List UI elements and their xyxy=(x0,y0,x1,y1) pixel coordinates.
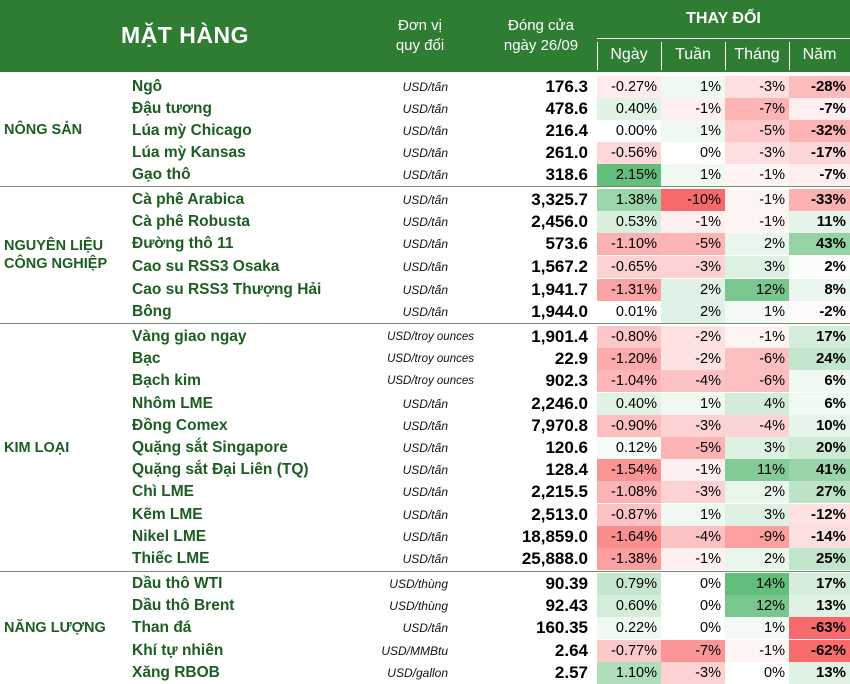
change-week: -3% xyxy=(661,662,725,684)
item-name: Lúa mỳ Chicago xyxy=(132,122,252,139)
table-row xyxy=(0,504,850,526)
change-day: -1.20% xyxy=(597,348,661,370)
item-name: Gạo thô xyxy=(132,166,191,183)
change-day: -1.08% xyxy=(597,481,661,503)
item-name: Dầu thô WTI xyxy=(132,575,223,592)
table-row xyxy=(0,348,850,370)
change-week: -10% xyxy=(661,189,725,211)
item-close: 573.6 xyxy=(545,234,588,253)
change-day: -0.87% xyxy=(597,504,661,526)
change-day: -1.54% xyxy=(597,459,661,481)
change-week: 0% xyxy=(661,595,725,617)
item-unit: USD/tấn xyxy=(402,419,448,433)
item-close: 318.6 xyxy=(545,165,588,184)
change-year: 43% xyxy=(789,233,850,255)
table-row xyxy=(0,662,850,684)
table-row xyxy=(0,481,850,503)
change-year: -7% xyxy=(789,98,850,120)
item-name: Quặng sắt Singapore xyxy=(132,439,288,456)
table-row xyxy=(0,415,850,437)
item-name: Nhôm LME xyxy=(132,395,213,412)
change-day: 1.10% xyxy=(597,662,661,684)
change-week: -2% xyxy=(661,326,725,348)
change-month: 2% xyxy=(725,233,789,255)
item-close: 92.43 xyxy=(545,596,588,615)
group-label-line1: NĂNG LƯỢNG xyxy=(4,620,106,636)
item-close: 261.0 xyxy=(545,143,588,162)
change-week: -4% xyxy=(661,370,725,392)
item-unit: USD/tấn xyxy=(402,260,448,274)
change-year: 11% xyxy=(789,211,850,233)
item-close: 2.57 xyxy=(554,663,588,682)
item-close: 216.4 xyxy=(545,121,588,140)
item-name: Kẽm LME xyxy=(132,506,203,523)
change-month: -1% xyxy=(725,326,789,348)
header-unit-line1: Đơn vị xyxy=(397,17,442,34)
change-year: 13% xyxy=(789,595,850,617)
header-close xyxy=(486,16,596,56)
item-name: Đồng Comex xyxy=(132,417,228,434)
item-unit: USD/MMBtu xyxy=(381,644,448,658)
change-day: 0.79% xyxy=(597,573,661,595)
item-name: Bạch kim xyxy=(132,372,201,389)
change-month: 1% xyxy=(725,301,789,323)
item-unit: USD/tấn xyxy=(402,305,448,319)
change-day: 0.40% xyxy=(597,98,661,120)
change-year: 8% xyxy=(789,279,850,301)
change-day: -0.80% xyxy=(597,326,661,348)
item-name: Than đá xyxy=(132,619,192,636)
change-day: -0.90% xyxy=(597,415,661,437)
group-separator xyxy=(0,323,850,324)
change-month: -4% xyxy=(725,415,789,437)
change-week: 2% xyxy=(661,279,725,301)
header-item: MẶT HÀNG xyxy=(121,22,249,48)
change-week: 2% xyxy=(661,301,725,323)
change-year: -7% xyxy=(789,164,850,186)
item-name: Khí tự nhiên xyxy=(132,642,224,659)
change-day: -0.27% xyxy=(597,76,661,98)
change-month: 2% xyxy=(725,548,789,570)
change-month: 4% xyxy=(725,393,789,415)
change-month: 3% xyxy=(725,256,789,278)
item-unit: USD/tấn xyxy=(402,552,448,566)
table-row xyxy=(0,393,850,415)
item-close: 1,901.4 xyxy=(531,327,588,346)
change-year: 2% xyxy=(789,256,850,278)
item-unit: USD/troy ounces xyxy=(387,375,474,387)
table-row xyxy=(0,301,850,323)
item-close: 160.35 xyxy=(536,618,588,637)
change-week: -3% xyxy=(661,481,725,503)
change-day: 0.60% xyxy=(597,595,661,617)
item-name: Xăng RBOB xyxy=(132,664,220,681)
table-row xyxy=(0,164,850,186)
item-close: 128.4 xyxy=(545,460,588,479)
change-day: -0.56% xyxy=(597,142,661,164)
change-month: -1% xyxy=(725,211,789,233)
item-close: 2,456.0 xyxy=(531,212,588,231)
change-day: 2.15% xyxy=(597,164,661,186)
change-day: -0.65% xyxy=(597,256,661,278)
change-month: -6% xyxy=(725,348,789,370)
change-day: -1.31% xyxy=(597,279,661,301)
header-year: Năm xyxy=(802,46,837,63)
change-day: 0.53% xyxy=(597,211,661,233)
item-close: 176.3 xyxy=(545,77,588,96)
header-close-line1: Đóng cửa xyxy=(508,17,574,34)
table-row xyxy=(0,142,850,164)
table-row xyxy=(0,526,850,548)
change-day: -1.04% xyxy=(597,370,661,392)
item-name: Đậu tương xyxy=(132,100,212,117)
change-month: 1% xyxy=(725,617,789,639)
change-month: -1% xyxy=(725,640,789,662)
change-month: -6% xyxy=(725,370,789,392)
table-row xyxy=(0,640,850,662)
change-month: -3% xyxy=(725,142,789,164)
item-unit: USD/tấn xyxy=(402,193,448,207)
table-row xyxy=(0,617,850,639)
change-month: 11% xyxy=(725,459,789,481)
item-close: 90.39 xyxy=(545,574,588,593)
table-row xyxy=(0,326,850,348)
change-month: -1% xyxy=(725,189,789,211)
table-row xyxy=(0,120,850,142)
item-name: Cao su RSS3 Thượng Hải xyxy=(132,281,322,298)
item-name: Cà phê Robusta xyxy=(132,213,250,230)
group-separator xyxy=(0,186,850,187)
item-close: 2,215.5 xyxy=(531,482,588,501)
change-day: 0.40% xyxy=(597,393,661,415)
item-close: 22.9 xyxy=(554,349,588,368)
item-name: Bạc xyxy=(132,350,161,367)
item-unit: USD/troy ounces xyxy=(387,353,474,365)
item-close: 7,970.8 xyxy=(531,416,588,435)
table-row xyxy=(0,98,850,120)
change-month: 3% xyxy=(725,504,789,526)
change-week: -3% xyxy=(661,415,725,437)
change-day: 0.01% xyxy=(597,301,661,323)
item-name: Vàng giao ngay xyxy=(132,328,247,345)
change-day: -0.77% xyxy=(597,640,661,662)
group-label-line2: CÔNG NGHIỆP xyxy=(4,256,108,272)
item-close: 1,567.2 xyxy=(531,257,588,276)
change-month: 0% xyxy=(725,662,789,684)
table-row xyxy=(0,573,850,595)
header-change: THAY ĐỔI xyxy=(686,10,761,27)
item-close: 1,944.0 xyxy=(531,302,588,321)
item-close: 1,941.7 xyxy=(531,280,588,299)
change-month: -7% xyxy=(725,98,789,120)
item-unit: USD/troy ounces xyxy=(387,331,474,343)
change-year: -14% xyxy=(789,526,850,548)
change-week: -5% xyxy=(661,437,725,459)
item-name: Cà phê Arabica xyxy=(132,191,245,208)
item-close: 2.64 xyxy=(554,641,588,660)
header-week: Tuần xyxy=(675,46,711,63)
item-close: 120.6 xyxy=(545,438,588,457)
item-name: Ngô xyxy=(132,78,163,95)
table-row xyxy=(0,211,850,233)
change-year: -28% xyxy=(789,76,850,98)
item-close: 2,246.0 xyxy=(531,394,588,413)
change-week: 1% xyxy=(661,164,725,186)
change-year: -32% xyxy=(789,120,850,142)
change-week: -7% xyxy=(661,640,725,662)
item-unit: USD/thùng xyxy=(389,599,448,613)
item-name: Nikel LME xyxy=(132,528,207,545)
item-unit: USD/tấn xyxy=(402,215,448,229)
change-day: 0.12% xyxy=(597,437,661,459)
header-unit-line2: quy đổi xyxy=(395,37,445,54)
table-row xyxy=(0,279,850,301)
group-label-line1: NÔNG SẢN xyxy=(4,122,83,138)
table-row xyxy=(0,548,850,570)
item-close: 478.6 xyxy=(545,99,588,118)
item-unit: USD/tấn xyxy=(402,102,448,116)
change-week: -2% xyxy=(661,348,725,370)
item-close: 902.3 xyxy=(545,371,588,390)
item-unit: USD/tấn xyxy=(402,621,448,635)
change-year: -33% xyxy=(789,189,850,211)
change-year: 17% xyxy=(789,573,850,595)
item-name: Dầu thô Brent xyxy=(132,597,235,614)
change-year: 25% xyxy=(789,548,850,570)
item-unit: USD/tấn xyxy=(402,530,448,544)
header-close-line2: ngày 26/09 xyxy=(503,37,579,54)
change-day: -1.64% xyxy=(597,526,661,548)
change-month: 3% xyxy=(725,437,789,459)
item-name: Chì LME xyxy=(132,483,194,500)
table-row xyxy=(0,459,850,481)
change-day: -1.38% xyxy=(597,548,661,570)
item-unit: USD/tấn xyxy=(402,463,448,477)
item-unit: USD/tấn xyxy=(402,237,448,251)
change-year: 27% xyxy=(789,481,850,503)
item-close: 18,859.0 xyxy=(521,527,588,546)
change-year: 24% xyxy=(789,348,850,370)
item-unit: USD/tấn xyxy=(402,168,448,182)
change-year: -63% xyxy=(789,617,850,639)
item-unit: USD/thùng xyxy=(389,577,448,591)
table-row xyxy=(0,595,850,617)
change-year: 6% xyxy=(789,370,850,392)
change-month: 12% xyxy=(725,595,789,617)
change-week: -1% xyxy=(661,98,725,120)
item-name: Thiếc LME xyxy=(132,550,210,567)
change-day: 0.22% xyxy=(597,617,661,639)
change-year: 20% xyxy=(789,437,850,459)
header-change-divider xyxy=(597,38,850,39)
header-day: Ngày xyxy=(610,46,648,63)
change-day: 1.38% xyxy=(597,189,661,211)
change-year: 17% xyxy=(789,326,850,348)
change-week: 0% xyxy=(661,142,725,164)
item-name: Bông xyxy=(132,303,172,320)
change-week: 1% xyxy=(661,76,725,98)
change-month: 14% xyxy=(725,573,789,595)
change-week: -5% xyxy=(661,233,725,255)
change-week: 0% xyxy=(661,573,725,595)
change-month: -5% xyxy=(725,120,789,142)
change-year: -12% xyxy=(789,504,850,526)
change-year: 41% xyxy=(789,459,850,481)
change-year: 10% xyxy=(789,415,850,437)
change-day: -1.10% xyxy=(597,233,661,255)
change-week: 1% xyxy=(661,393,725,415)
change-year: -2% xyxy=(789,301,850,323)
item-name: Quặng sắt Đại Liên (TQ) xyxy=(132,461,309,478)
change-year: -17% xyxy=(789,142,850,164)
item-name: Lúa mỳ Kansas xyxy=(132,144,246,161)
change-week: -1% xyxy=(661,548,725,570)
header-unit xyxy=(372,16,468,56)
header-month: Tháng xyxy=(734,46,780,63)
change-month: 12% xyxy=(725,279,789,301)
change-year: 13% xyxy=(789,662,850,684)
change-week: -1% xyxy=(661,459,725,481)
item-unit: USD/tấn xyxy=(402,397,448,411)
change-month: 2% xyxy=(725,481,789,503)
change-day: 0.00% xyxy=(597,120,661,142)
item-close: 25,888.0 xyxy=(521,549,588,568)
item-name: Đường thô 11 xyxy=(132,235,234,252)
item-unit: USD/tấn xyxy=(402,80,448,94)
item-unit: USD/tấn xyxy=(402,485,448,499)
table-row xyxy=(0,189,850,211)
change-week: 0% xyxy=(661,617,725,639)
change-month: -1% xyxy=(725,164,789,186)
change-week: 1% xyxy=(661,120,725,142)
item-unit: USD/tấn xyxy=(402,146,448,160)
change-month: -3% xyxy=(725,76,789,98)
table-row xyxy=(0,370,850,392)
change-year: -62% xyxy=(789,640,850,662)
item-name: Cao su RSS3 Osaka xyxy=(132,258,280,275)
table-row xyxy=(0,233,850,255)
item-unit: USD/tấn xyxy=(402,441,448,455)
item-unit: USD/tấn xyxy=(402,124,448,138)
item-unit: USD/tấn xyxy=(402,508,448,522)
item-unit: USD/gallon xyxy=(387,666,448,680)
change-year: 6% xyxy=(789,393,850,415)
group-label-line1: KIM LOẠI xyxy=(4,440,70,456)
change-week: -4% xyxy=(661,526,725,548)
item-close: 3,325.7 xyxy=(531,190,588,209)
group-separator xyxy=(0,571,850,572)
item-close: 2,513.0 xyxy=(531,505,588,524)
table-row xyxy=(0,76,850,98)
change-month: -9% xyxy=(725,526,789,548)
table-row xyxy=(0,437,850,459)
item-unit: USD/tấn xyxy=(402,283,448,297)
change-week: 1% xyxy=(661,504,725,526)
change-week: -1% xyxy=(661,211,725,233)
change-week: -3% xyxy=(661,256,725,278)
table-row xyxy=(0,256,850,278)
group-label-line1: NGUYÊN LIỆU xyxy=(4,238,104,254)
